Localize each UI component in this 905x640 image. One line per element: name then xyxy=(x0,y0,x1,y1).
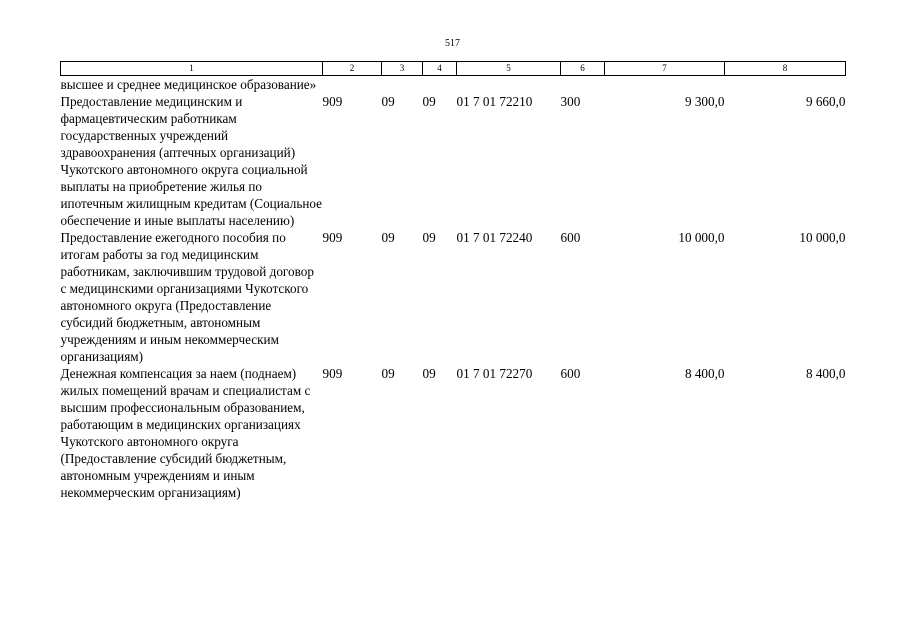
row-sum-2: 8 400,0 xyxy=(805,366,846,381)
row-sum-2 xyxy=(725,76,846,94)
row-subsection: 09 xyxy=(422,366,436,381)
row-name: Предоставление медицинским и фармацевтическим работникам государственных учреждений здравоохранения (аптечных организаций) Чукотского автономного округа социальной выплаты на приобретение жилья по ипотечным жилищным кредитам (Социальное обеспечение и иные выплаты населению) xyxy=(60,94,323,228)
table-row xyxy=(61,76,846,94)
budget-table xyxy=(60,61,846,501)
table-body xyxy=(61,76,846,502)
table-row xyxy=(61,93,846,229)
header-row xyxy=(61,62,846,76)
table-header xyxy=(61,62,846,76)
header-col-1: 1 xyxy=(61,62,323,76)
row-name: Предоставление ежегодного пособия по итогам работы за год медицинским работникам, заключившим трудовой договор с медицинскими организациями Чукотского автономного округа (Предоставление субсидий бюджетным, автономным учреждениям и иным некоммерческим организациям) xyxy=(60,230,314,364)
header-col-8: 8 xyxy=(725,62,846,76)
row-sum-2: 9 660,0 xyxy=(805,94,846,109)
row-expense-type: 300 xyxy=(560,94,581,109)
row-section: 09 xyxy=(381,94,395,109)
table-row xyxy=(61,229,846,365)
row-admin-code: 909 xyxy=(322,94,343,109)
row-sum-1: 10 000,0 xyxy=(678,230,725,245)
header-col-4: 4 xyxy=(423,62,457,76)
header-col-5: 5 xyxy=(457,62,561,76)
page-number: 517 xyxy=(445,38,460,49)
row-sum-1: 9 300,0 xyxy=(684,94,725,109)
row-subsection xyxy=(423,76,457,94)
header-col-3: 3 xyxy=(382,62,423,76)
row-subsection: 09 xyxy=(422,94,436,109)
row-section: 09 xyxy=(381,230,395,245)
row-expense-type: 600 xyxy=(560,230,581,245)
row-section xyxy=(382,76,423,94)
row-name: Денежная компенсация за наем (поднаем) жилых помещений врачам и специалистам с высшим профессиональным образованием, работающим в медицинских организациях Чукотского автономного округа (Предоставление субсидий бюджетным, автономным учреждениям и иным некоммерческим организациям) xyxy=(60,366,311,500)
row-target-article: 01 7 01 72270 xyxy=(456,366,533,381)
row-admin-code: 909 xyxy=(322,366,343,381)
row-sum-1 xyxy=(605,76,725,94)
table-row xyxy=(61,365,846,501)
row-name: высшее и среднее медицинское образование» xyxy=(60,77,317,92)
row-section: 09 xyxy=(381,366,395,381)
row-admin-code xyxy=(323,76,382,94)
header-col-6: 6 xyxy=(561,62,605,76)
row-expense-type xyxy=(561,76,605,94)
header-col-7: 7 xyxy=(605,62,725,76)
row-sum-2: 10 000,0 xyxy=(799,230,846,245)
row-target-article: 01 7 01 72240 xyxy=(456,230,533,245)
row-expense-type: 600 xyxy=(560,366,581,381)
row-subsection: 09 xyxy=(422,230,436,245)
header-col-2: 2 xyxy=(323,62,382,76)
row-admin-code: 909 xyxy=(322,230,343,245)
row-target-article: 01 7 01 72210 xyxy=(456,94,533,109)
row-sum-1: 8 400,0 xyxy=(684,366,725,381)
row-target-article xyxy=(457,76,561,94)
